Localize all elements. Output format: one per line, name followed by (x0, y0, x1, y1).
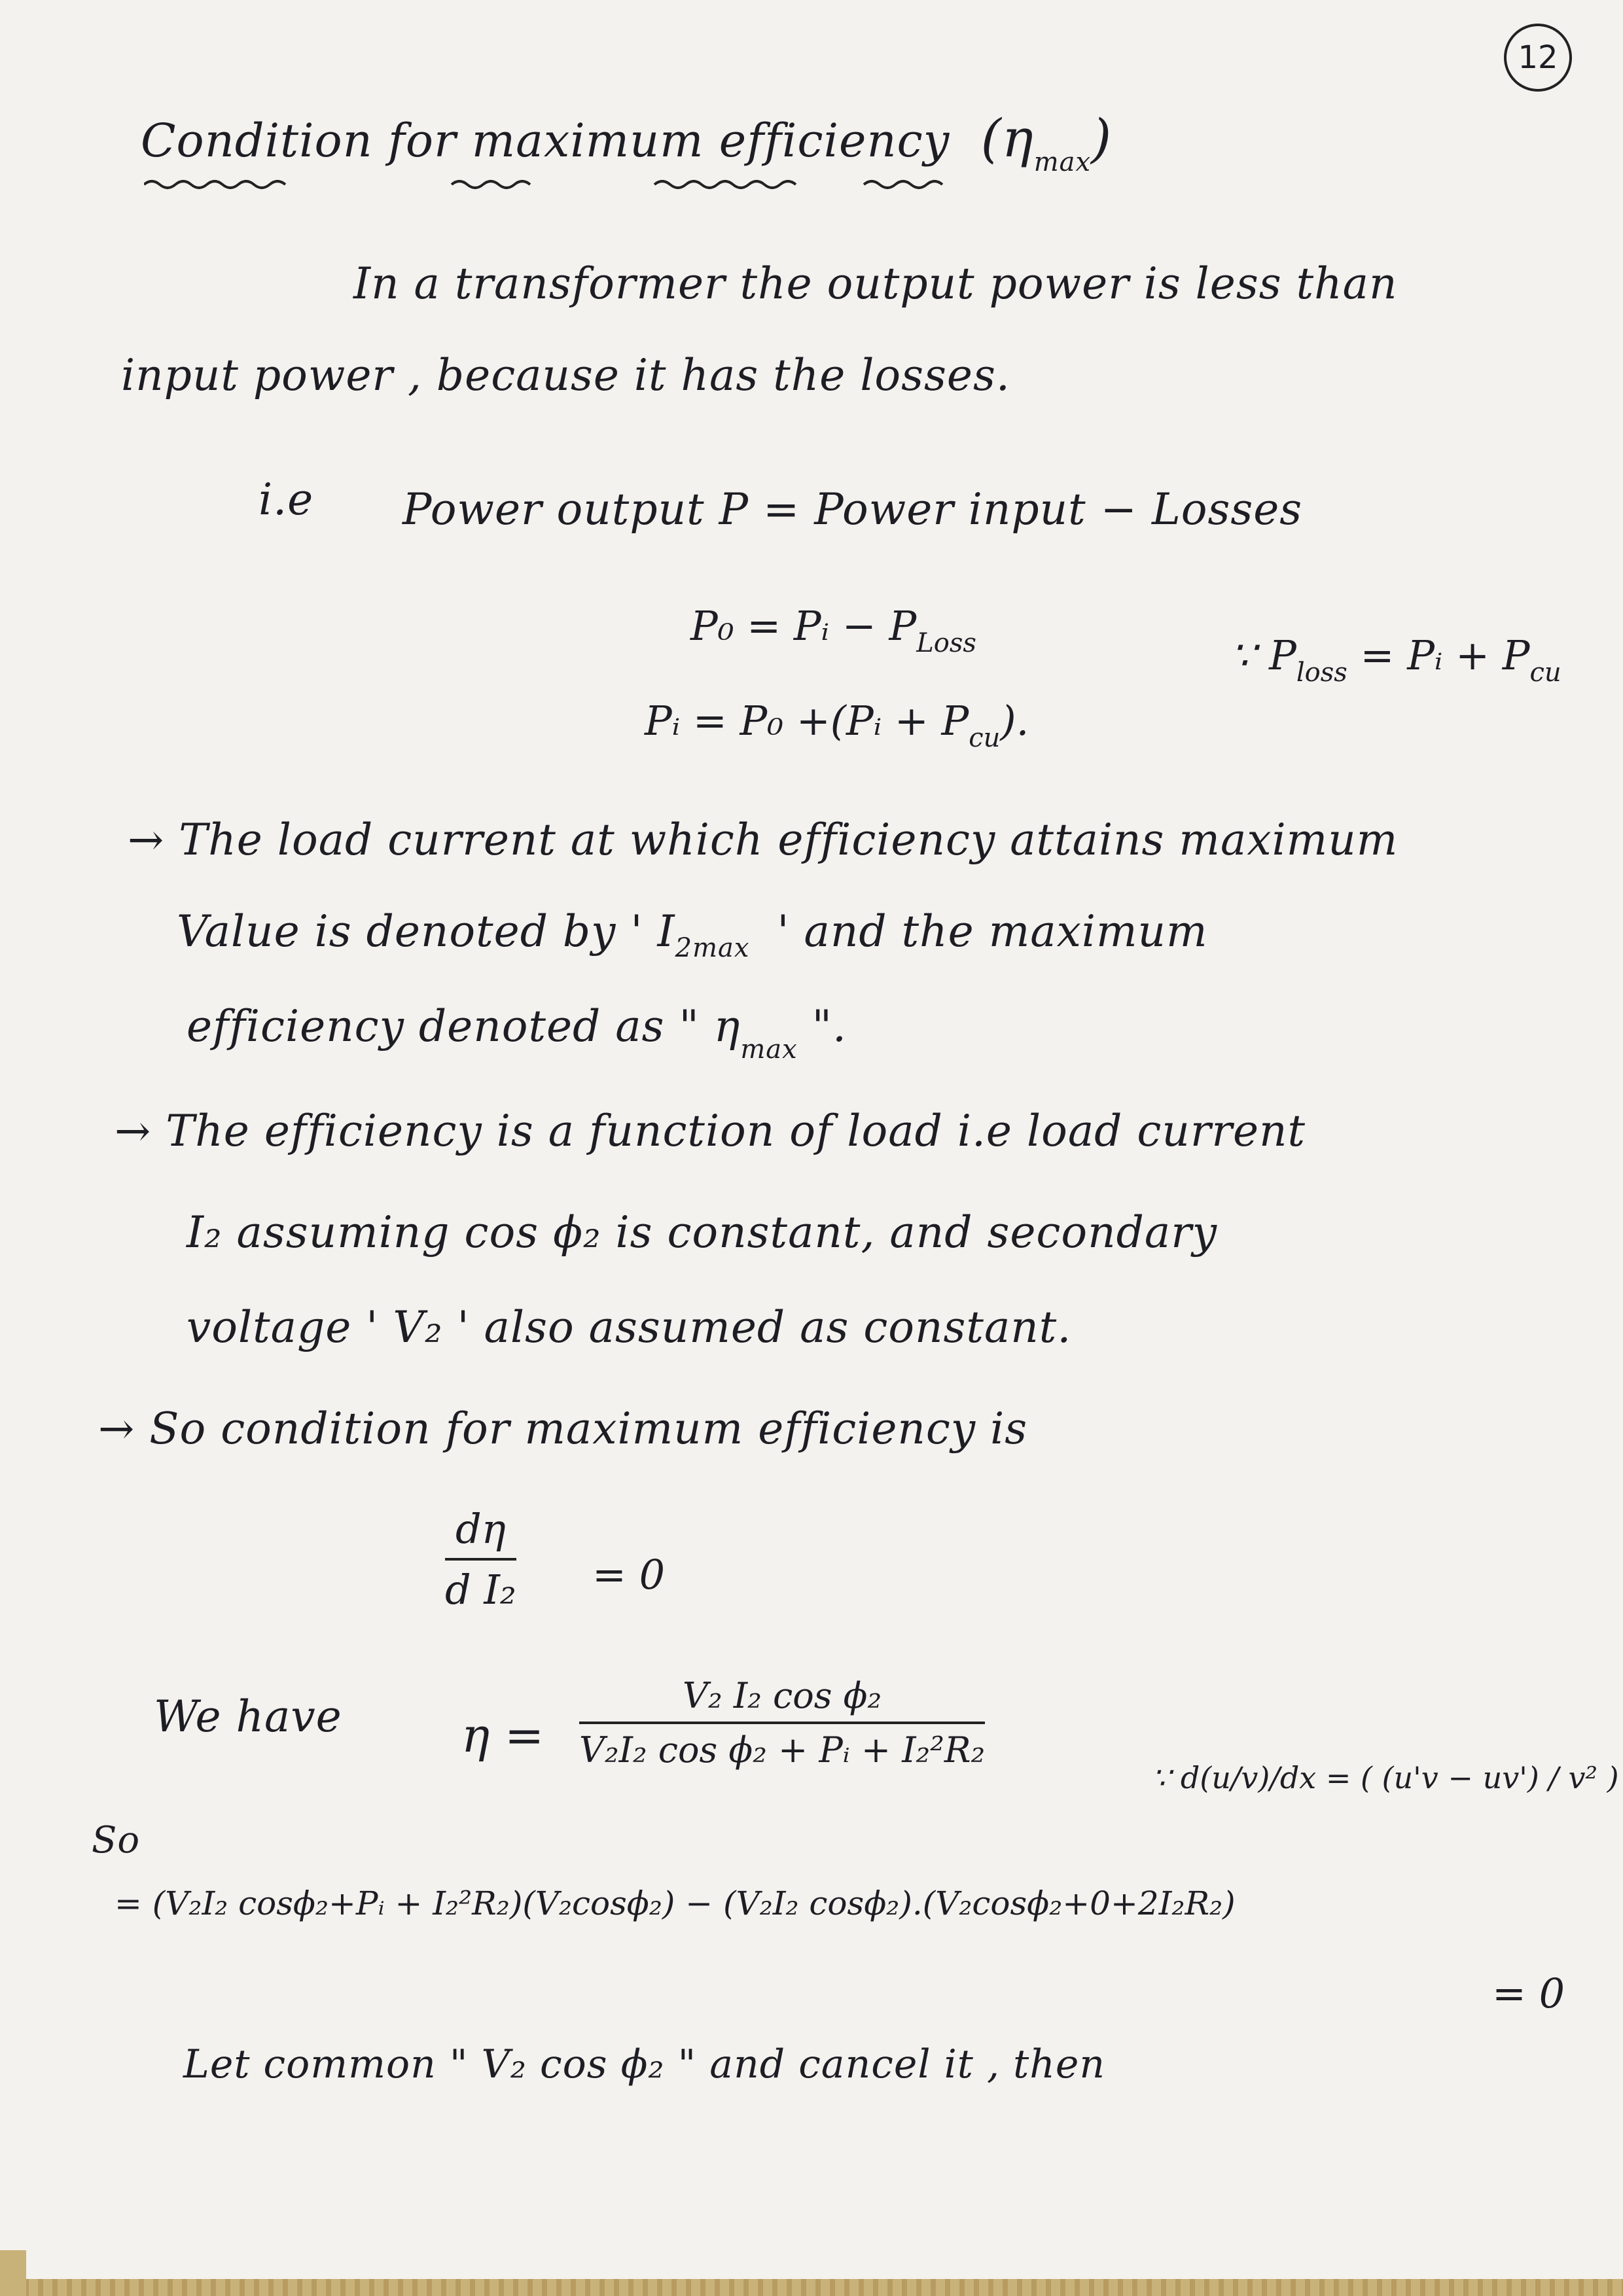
pi-equation-sub: cu (969, 723, 1001, 753)
bullet2-line1: → The efficiency is a function of load i.e load current (115, 1106, 1306, 1156)
bullet1-line3 (187, 1001, 847, 1065)
let-line: Let common " V₂ cos ϕ₂ " and cancel it , then (183, 2041, 1106, 2087)
so-label: So (92, 1819, 141, 1862)
pi-equation (645, 697, 1029, 753)
title-text: Condition for maximum efficiency (141, 114, 950, 168)
derivative-num: dη (455, 1505, 506, 1553)
eta-fraction (579, 1675, 985, 1771)
loss-note-sub: loss (1296, 658, 1347, 688)
we-have-label: We have (154, 1691, 342, 1742)
quotient-rule (1152, 1760, 1619, 1795)
eta-num: V₂ I₂ cos ϕ₂ (683, 1675, 882, 1716)
loss-note-prefix: ∵ P (1230, 631, 1296, 679)
bullet1-line2 (177, 906, 1208, 963)
bullet3: → So condition for maximum efficiency is (98, 1404, 1028, 1454)
po-equation-sub: Loss (916, 628, 976, 658)
bullet1-line1: → The load current at which efficiency attains maximum (128, 815, 1399, 865)
power-equation: Power output P = Power input − Losses (402, 484, 1303, 535)
eta-bar (579, 1722, 985, 1724)
title-underline-squiggle (144, 175, 995, 195)
pi-equation-close: ). (1000, 697, 1029, 745)
para1-line1: In a transformer the output power is less than (353, 258, 1398, 309)
derivative-rhs: = 0 (592, 1551, 666, 1598)
bullet2-line2: I₂ assuming cos ϕ₂ is constant, and secondary (187, 1207, 1218, 1258)
loss-note (1230, 631, 1561, 688)
page-corner-edge (0, 2250, 26, 2296)
eta-lhs: η = (461, 1708, 544, 1763)
loss-note-sub2: cu (1529, 658, 1561, 688)
bullet2-line3: voltage ' V₂ ' also assumed as constant. (187, 1302, 1072, 1352)
expression-result: = 0 (1492, 1969, 1565, 2017)
quotient-rule-lhs: ∵ d(u/v)/dx (1152, 1760, 1317, 1795)
page-bottom-edge (0, 2279, 1623, 2296)
bullet1-line2a: Value is denoted by ' I (177, 906, 675, 957)
title-sub: max (1033, 147, 1092, 177)
loss-note-rest: = Pᵢ + P (1360, 631, 1530, 679)
bullet1-line3a: efficiency denoted as " η (187, 1001, 741, 1051)
po-equation-text: P₀ = Pᵢ − P (690, 602, 917, 650)
bullet1-line2-sub: 2max (675, 933, 750, 963)
page-title (141, 108, 1113, 177)
derivative-bar (445, 1558, 516, 1561)
bullet1-line3b: ". (812, 1001, 847, 1051)
eta-den: V₂I₂ cos ϕ₂ + Pᵢ + I₂²R₂ (579, 1729, 986, 1771)
quotient-rule-rhs: = ( (u'v − uv') / v² ) (1325, 1760, 1619, 1795)
bullet1-line2b: ' and the maximum (777, 906, 1208, 957)
title-close: ) (1091, 108, 1113, 169)
pi-equation-text: Pᵢ = P₀ +(Pᵢ + P (645, 697, 969, 745)
derivative-den: d I₂ (445, 1566, 516, 1614)
para1-line2: input power , because it has the losses. (121, 350, 1010, 400)
po-equation (690, 602, 976, 658)
bullet1-line3-sub: max (740, 1034, 798, 1065)
derivative-fraction (445, 1505, 516, 1614)
ie-label: i.e (259, 474, 314, 525)
expression-line: = (V₂I₂ cosϕ₂+Pᵢ + I₂²R₂)(V₂cosϕ₂) − (V₂I₂ cosϕ₂).(V₂cosϕ₂+0+2I₂R₂) (115, 1884, 1236, 1922)
page-number: 12 (1504, 24, 1572, 92)
title-symbol: (η (980, 108, 1034, 169)
